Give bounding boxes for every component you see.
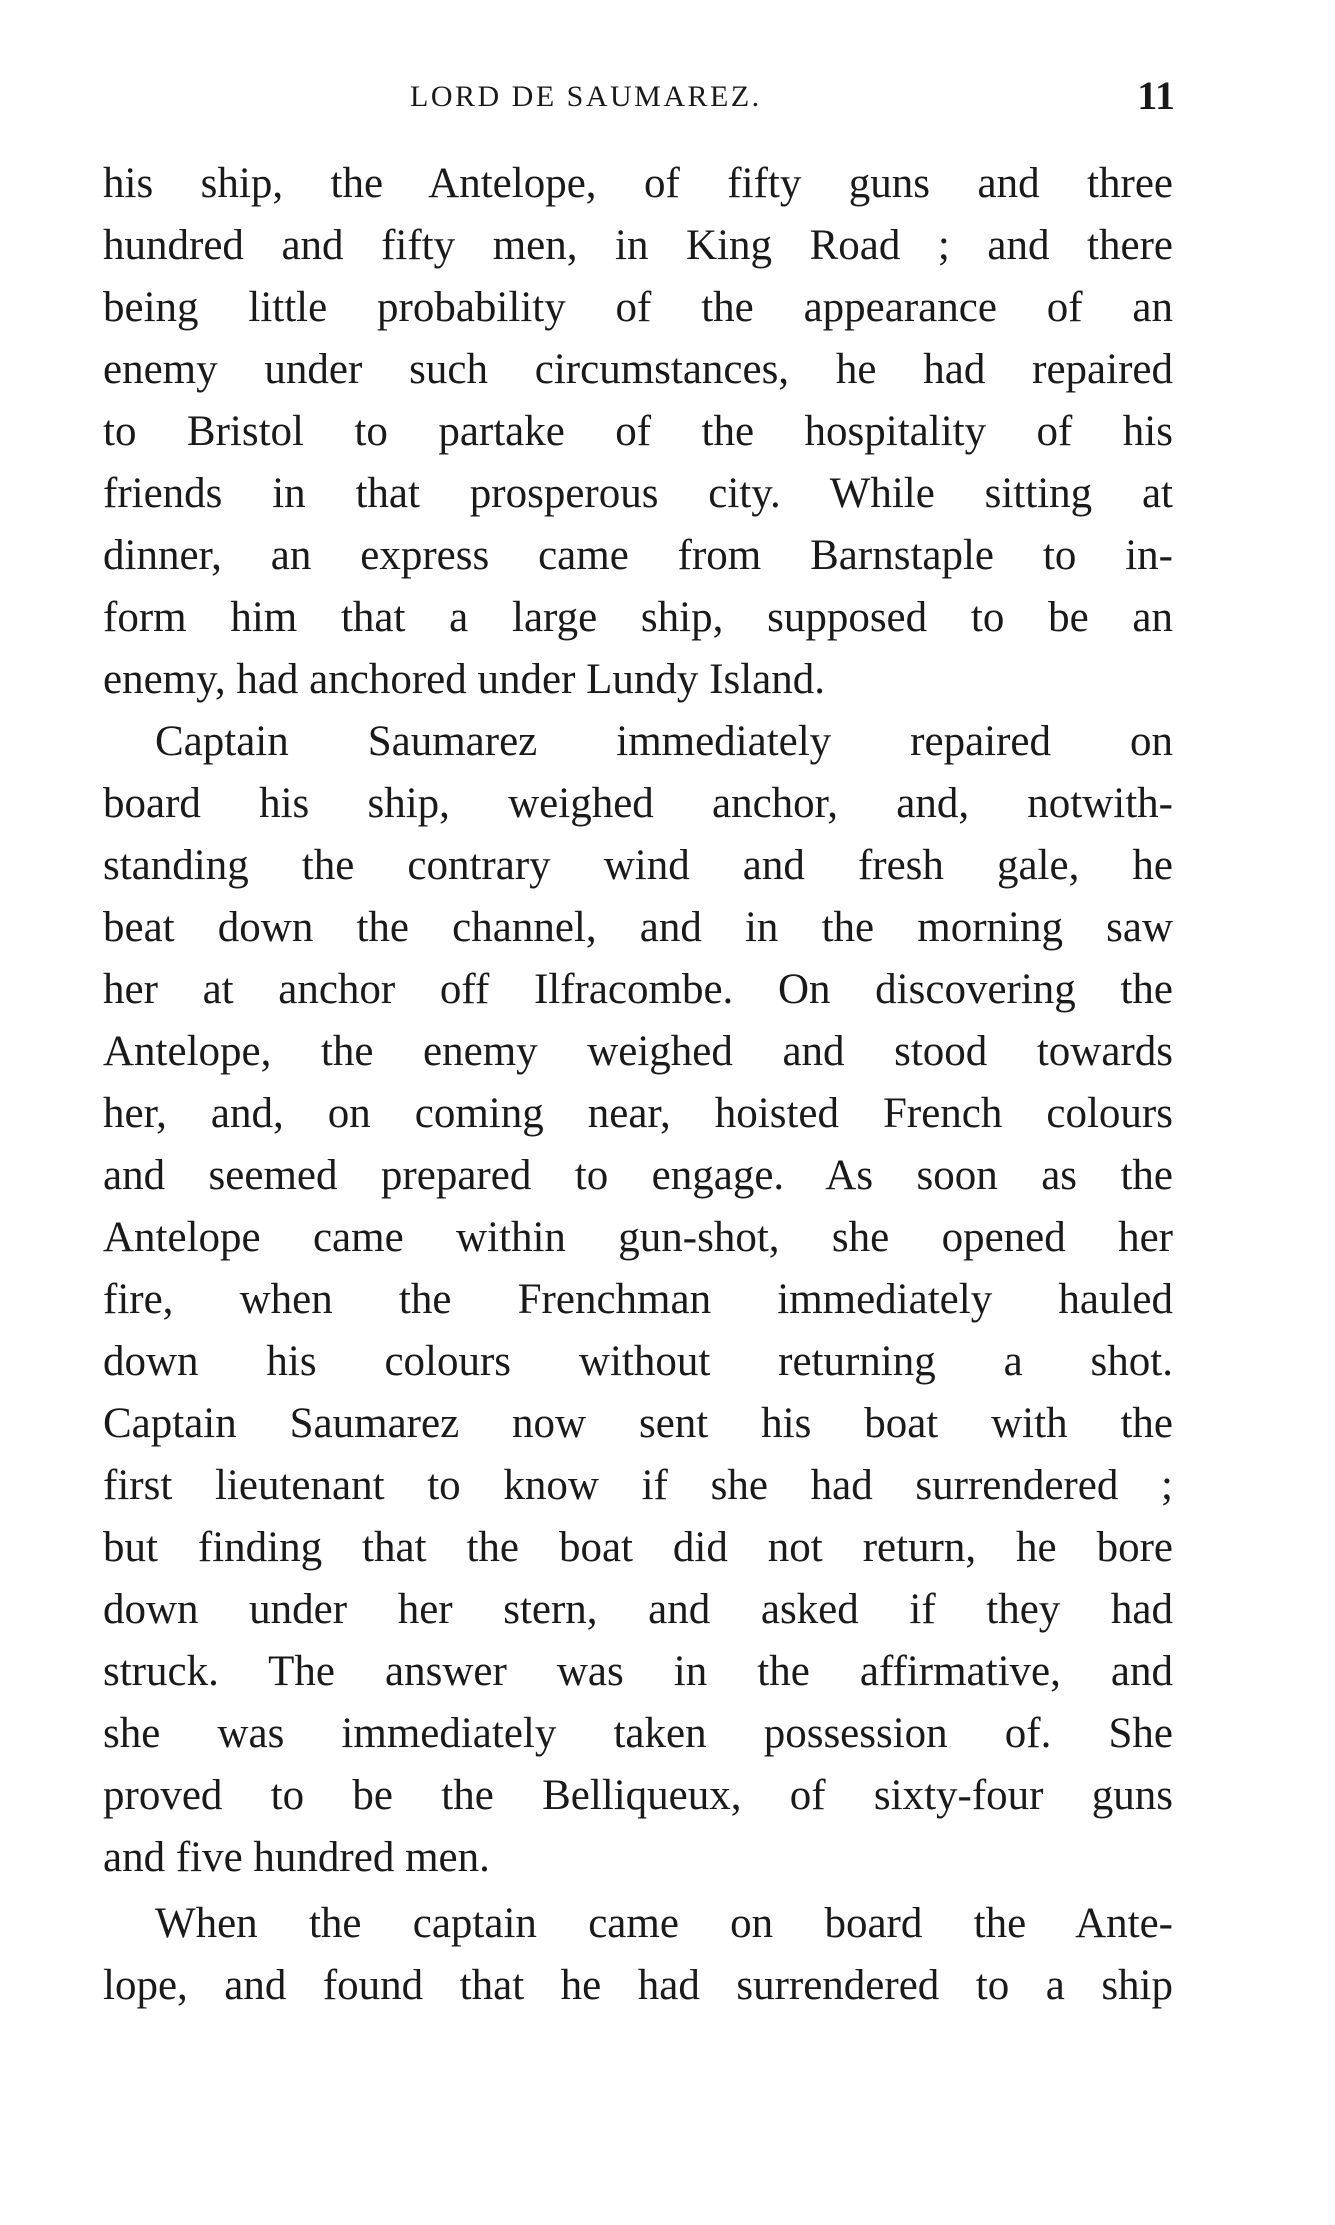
text-line: and seemed prepared to engage. As soon as the: [103, 1152, 1173, 1199]
text-line: When the captain came on board the Ante-: [155, 1900, 1173, 1947]
text-line: Antelope came within gun-shot, she opened her: [103, 1214, 1173, 1261]
text-line: fire, when the Frenchman immediately hauled: [103, 1276, 1173, 1323]
paragraph-3: [103, 1893, 1173, 2017]
text-line: down his colours without returning a shot.: [103, 1338, 1173, 1385]
text-line: she was immediately taken possession of. She: [103, 1710, 1173, 1757]
text-line: to Bristol to partake of the hospitality of his: [103, 408, 1173, 455]
text-line: her at anchor off Ilfracombe. On discovering the: [103, 966, 1173, 1013]
text-line: being little probability of the appearance of an: [103, 284, 1173, 331]
text-line: proved to be the Belliqueux, of sixty-four guns: [103, 1772, 1173, 1819]
text-line: Antelope, the enemy weighed and stood towards: [103, 1028, 1173, 1075]
text-line: standing the contrary wind and fresh gale, he: [103, 842, 1173, 889]
text-line: beat down the channel, and in the morning saw: [103, 904, 1173, 951]
text-line: board his ship, weighed anchor, and, notwith-: [103, 780, 1173, 827]
text-line: hundred and fifty men, in King Road ; and there: [103, 222, 1173, 269]
text-line: his ship, the Antelope, of fifty guns and three: [103, 160, 1173, 207]
text-line: lope, and found that he had surrendered to a ship: [103, 1962, 1173, 2009]
text-line: struck. The answer was in the affirmative, and: [103, 1648, 1173, 1695]
text-line: Captain Saumarez now sent his boat with the: [103, 1400, 1173, 1447]
running-head: [105, 72, 1175, 122]
text-line: down under her stern, and asked if they had: [103, 1586, 1173, 1633]
running-title: LORD DE SAUMAREZ.: [410, 80, 762, 113]
text-line: dinner, an express came from Barnstaple to in-: [103, 532, 1173, 579]
text-line: her, and, on coming near, hoisted French colours: [103, 1090, 1173, 1137]
text-line: form him that a large ship, supposed to be an: [103, 594, 1173, 641]
page-number: 11: [1137, 73, 1175, 118]
text-line: Captain Saumarez immediately repaired on: [155, 718, 1173, 765]
text-body: [103, 153, 1173, 2017]
text-line: first lieutenant to know if she had surrendered ;: [103, 1462, 1173, 1509]
text-line: friends in that prosperous city. While sitting at: [103, 470, 1173, 517]
text-line: enemy, had anchored under Lundy Island.: [103, 656, 825, 703]
paragraph-2: [103, 711, 1173, 1889]
text-line: and five hundred men.: [103, 1834, 490, 1881]
paragraph-1: [103, 153, 1173, 711]
text-line: but finding that the boat did not return, he bore: [103, 1524, 1173, 1571]
text-line: enemy under such circumstances, he had repaired: [103, 346, 1173, 393]
